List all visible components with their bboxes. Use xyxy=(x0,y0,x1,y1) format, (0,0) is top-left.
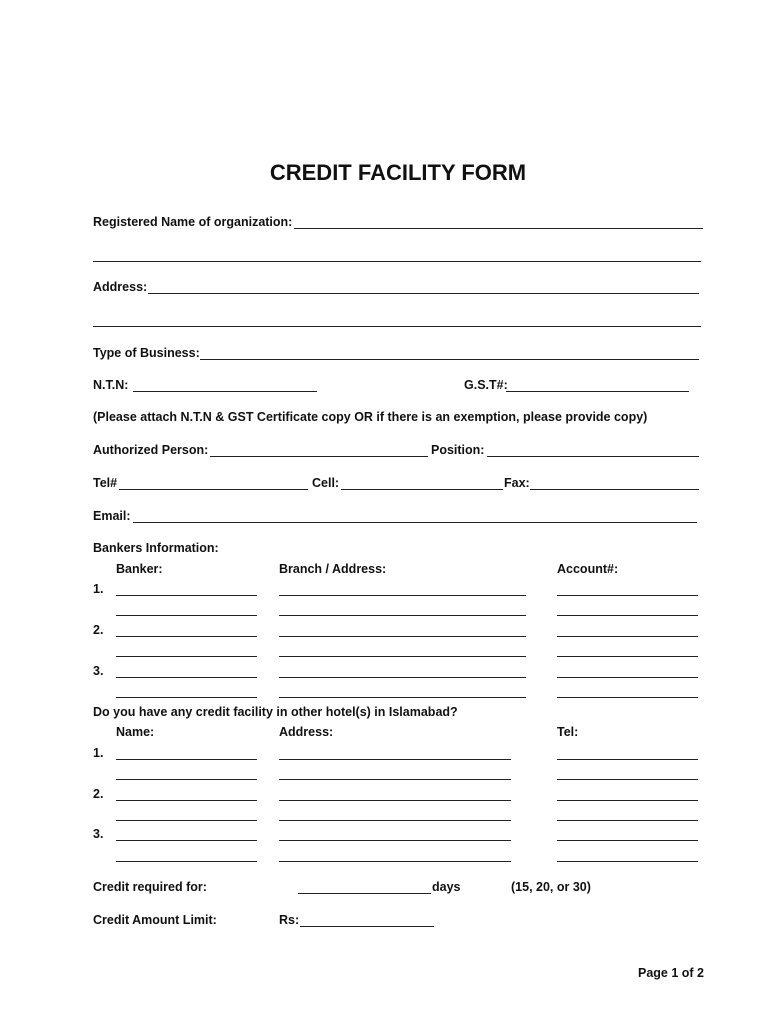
banker-branch-field[interactable] xyxy=(279,656,526,657)
position-field[interactable] xyxy=(487,456,699,457)
hotel-tel-column-header: Tel: xyxy=(557,725,579,739)
fax-label: Fax: xyxy=(504,476,530,490)
type-of-business-field[interactable] xyxy=(200,359,699,360)
banker-name-field[interactable] xyxy=(116,615,257,616)
hotel-row-number: 2. xyxy=(93,787,104,801)
type-of-business-label: Type of Business: xyxy=(93,346,200,360)
banker-account-field[interactable] xyxy=(557,636,698,637)
hotel-address-field[interactable] xyxy=(279,759,511,760)
cell-field[interactable] xyxy=(341,489,503,490)
ntn-label: N.T.N: xyxy=(93,378,129,392)
banker-name-field[interactable] xyxy=(116,636,257,637)
registered-name-field-2[interactable] xyxy=(93,261,701,262)
hotel-name-field[interactable] xyxy=(116,861,257,862)
hotel-tel-field[interactable] xyxy=(557,840,698,841)
email-label: Email: xyxy=(93,509,131,523)
hotel-name-field[interactable] xyxy=(116,820,257,821)
registered-name-label: Registered Name of organization: xyxy=(93,215,293,229)
email-field[interactable] xyxy=(133,522,697,523)
hotel-address-field[interactable] xyxy=(279,800,511,801)
authorized-person-field[interactable] xyxy=(210,456,428,457)
hotel-row-number: 1. xyxy=(93,746,104,760)
hotel-address-column-header: Address: xyxy=(279,725,334,739)
banker-row-number: 1. xyxy=(93,582,104,596)
tel-field[interactable] xyxy=(119,489,308,490)
credit-amount-field[interactable] xyxy=(300,926,434,927)
credit-amount-label: Credit Amount Limit: xyxy=(93,913,217,927)
banker-column-header: Banker: xyxy=(116,562,163,576)
banker-account-field[interactable] xyxy=(557,656,698,657)
ntn-field[interactable] xyxy=(133,391,317,392)
position-label: Position: xyxy=(431,443,485,457)
address-field[interactable] xyxy=(148,293,699,294)
tel-label: Tel# xyxy=(93,476,118,490)
banker-account-field[interactable] xyxy=(557,615,698,616)
hotel-name-field[interactable] xyxy=(116,759,257,760)
address-field-2[interactable] xyxy=(93,326,701,327)
banker-branch-field[interactable] xyxy=(279,697,526,698)
hotel-tel-field[interactable] xyxy=(557,759,698,760)
banker-row-number: 3. xyxy=(93,664,104,678)
currency-label: Rs: xyxy=(279,913,300,927)
banker-branch-field[interactable] xyxy=(279,595,526,596)
gst-field[interactable] xyxy=(506,391,689,392)
banker-branch-field[interactable] xyxy=(279,677,526,678)
hotel-row-number: 3. xyxy=(93,827,104,841)
hotel-address-field[interactable] xyxy=(279,779,511,780)
hotel-tel-field[interactable] xyxy=(557,820,698,821)
banker-branch-field[interactable] xyxy=(279,615,526,616)
fax-field[interactable] xyxy=(530,489,699,490)
hotel-name-column-header: Name: xyxy=(116,725,155,739)
credit-required-label: Credit required for: xyxy=(93,880,207,894)
hotel-name-field[interactable] xyxy=(116,800,257,801)
account-column-header: Account#: xyxy=(557,562,619,576)
form-title: CREDIT FACILITY FORM xyxy=(269,160,527,185)
hotel-address-field[interactable] xyxy=(279,820,511,821)
hotel-tel-field[interactable] xyxy=(557,861,698,862)
banker-name-field[interactable] xyxy=(116,656,257,657)
hotel-address-field[interactable] xyxy=(279,861,511,862)
days-options: (15, 20, or 30) xyxy=(511,880,591,894)
address-label: Address: xyxy=(93,280,148,294)
banker-branch-field[interactable] xyxy=(279,636,526,637)
banker-account-field[interactable] xyxy=(557,697,698,698)
cell-label: Cell: xyxy=(312,476,340,490)
banker-name-field[interactable] xyxy=(116,677,257,678)
bankers-heading: Bankers Information: xyxy=(93,541,219,555)
hotel-tel-field[interactable] xyxy=(557,800,698,801)
hotel-name-field[interactable] xyxy=(116,779,257,780)
hotels-question: Do you have any credit facility in other hotel(s) in Islamabad? xyxy=(93,705,458,719)
page-number: Page 1 of 2 xyxy=(638,966,704,980)
branch-column-header: Branch / Address: xyxy=(279,562,387,576)
gst-label: G.S.T#: xyxy=(464,378,508,392)
hotel-name-field[interactable] xyxy=(116,840,257,841)
banker-account-field[interactable] xyxy=(557,595,698,596)
hotel-address-field[interactable] xyxy=(279,840,511,841)
banker-name-field[interactable] xyxy=(116,697,257,698)
registered-name-field[interactable] xyxy=(294,228,703,229)
banker-name-field[interactable] xyxy=(116,595,257,596)
hotel-tel-field[interactable] xyxy=(557,779,698,780)
banker-row-number: 2. xyxy=(93,623,104,637)
days-suffix: days xyxy=(432,880,461,894)
banker-account-field[interactable] xyxy=(557,677,698,678)
credit-days-field[interactable] xyxy=(298,893,431,894)
attach-note: (Please attach N.T.N & GST Certificate copy OR if there is an exemption, please provide copy) xyxy=(93,410,648,424)
authorized-person-label: Authorized Person: xyxy=(93,443,209,457)
